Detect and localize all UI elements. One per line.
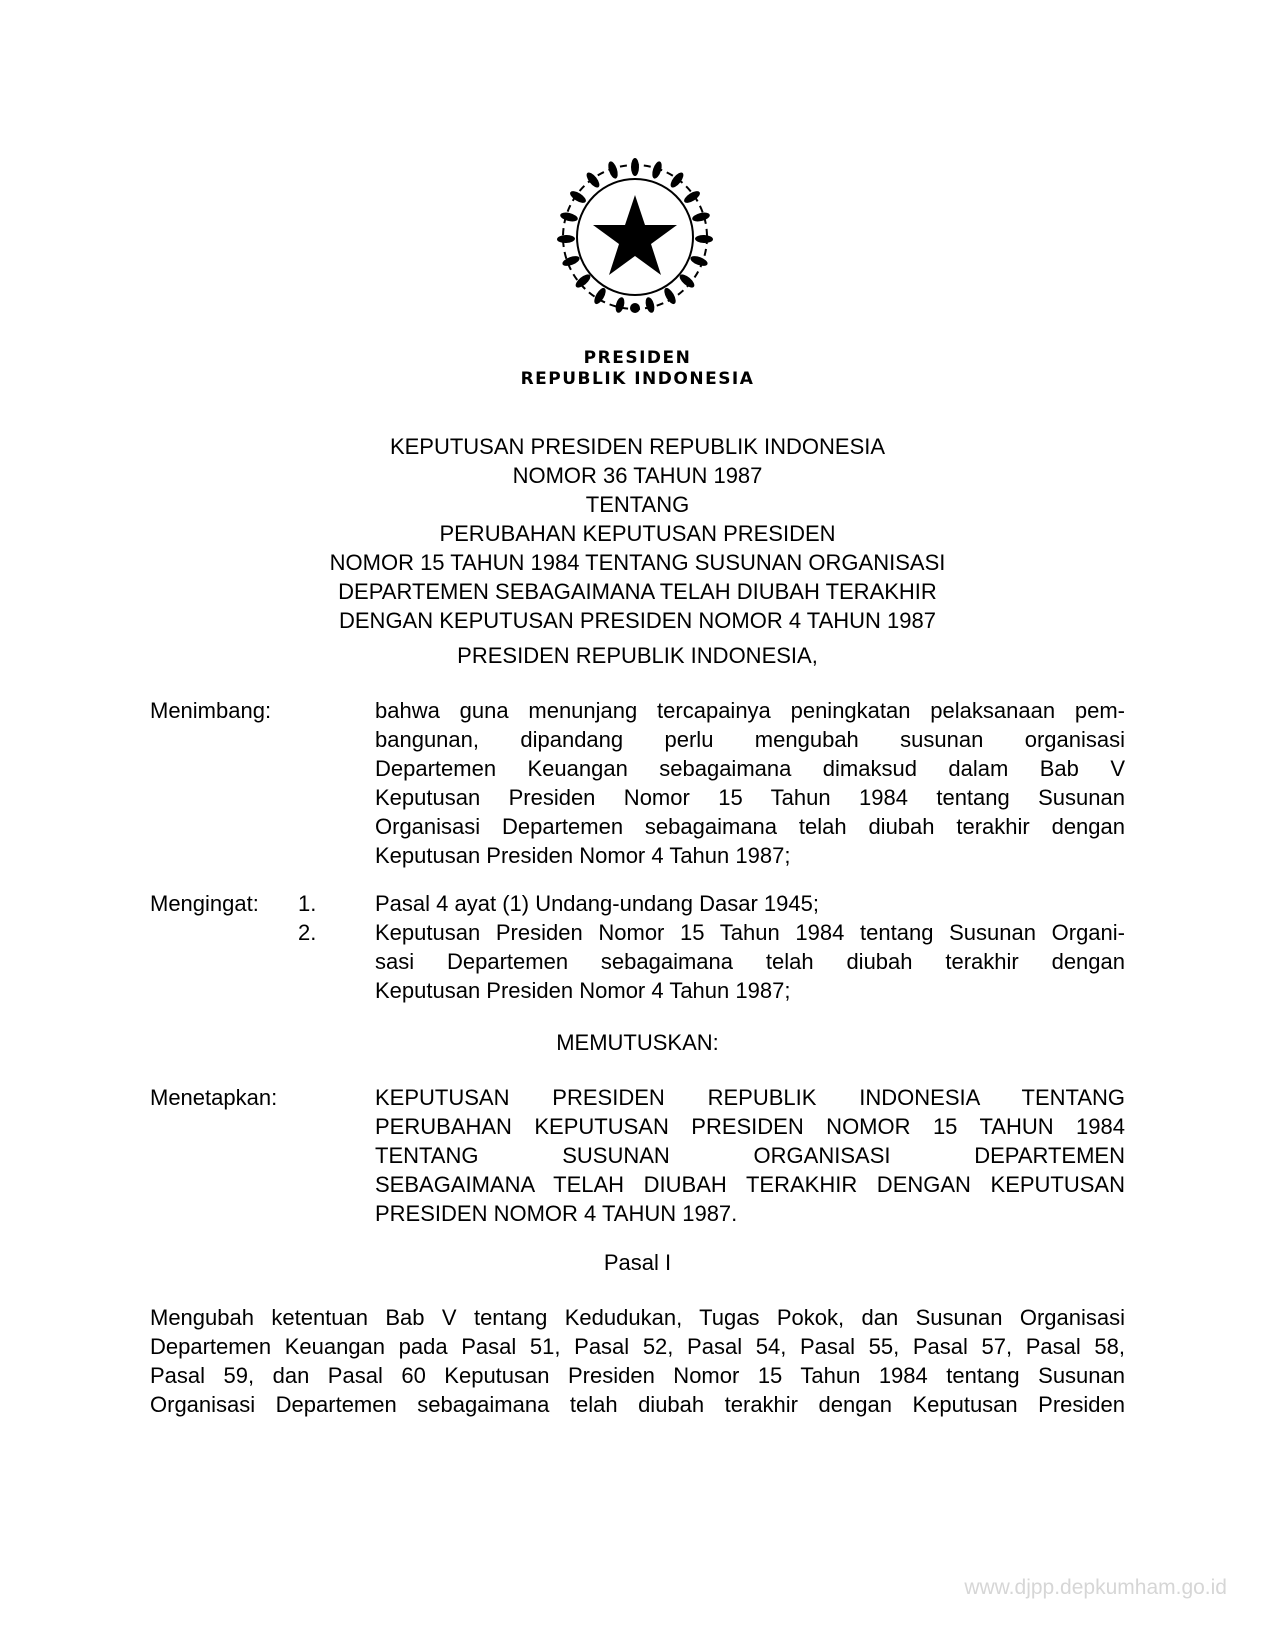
title-line: PERUBAHAN KEPUTUSAN PRESIDEN: [439, 521, 836, 546]
pasal-line: Departemen Keuangan pada Pasal 51, Pasal 52, Pasal 54, Pasal 55, Pasal 57, Pasal 58,: [150, 1334, 1125, 1359]
menetapkan-line: SEBAGAIMANA TELAH DIUBAH TERAKHIR DENGAN KEPUTUSAN: [375, 1172, 1125, 1197]
menetapkan-line: TENTANG SUSUNAN ORGANISASI DEPARTEMEN: [375, 1143, 1125, 1168]
title-line: NOMOR 15 TAHUN 1984 TENTANG SUSUNAN ORGANISASI: [329, 550, 946, 575]
mengingat-item: [375, 889, 1125, 918]
title-line: DEPARTEMEN SEBAGAIMANA TELAH DIUBAH TERAKHIR: [338, 579, 937, 604]
memutuskan-heading: MEMUTUSKAN:: [556, 1030, 719, 1055]
menimbang-text: [375, 696, 1125, 870]
menimbang-label: Menimbang:: [150, 698, 272, 723]
list-number: 2.: [298, 920, 317, 945]
mengingat-line: Keputusan Presiden Nomor 4 Tahun 1987;: [375, 978, 791, 1003]
issuer-subtitle: REPUBLIK INDONESIA: [520, 369, 755, 389]
pasal-heading: Pasal I: [603, 1250, 672, 1275]
title-line: NOMOR 36 TAHUN 1987: [512, 463, 763, 488]
mengingat-line: Pasal 4 ayat (1) Undang-undang Dasar 1945;: [375, 891, 819, 916]
title-line: KEPUTUSAN PRESIDEN REPUBLIK INDONESIA: [389, 434, 886, 459]
watermark: www.djpp.depkumham.go.id: [964, 1576, 1227, 1599]
pasal-line: Organisasi Departemen sebagaimana telah diubah terakhir dengan Keputusan Presiden: [150, 1392, 1125, 1417]
list-number: 1.: [298, 891, 317, 916]
menimbang-line: Keputusan Presiden Nomor 4 Tahun 1987;: [375, 843, 791, 868]
title-line: DENGAN KEPUTUSAN PRESIDEN NOMOR 4 TAHUN 1987: [339, 608, 936, 633]
pasal-line: Mengubah ketentuan Bab V tentang Kedudukan, Tugas Pokok, dan Susunan Organisasi: [150, 1305, 1125, 1330]
menetapkan-line: KEPUTUSAN PRESIDEN REPUBLIK INDONESIA TENTANG: [375, 1085, 1125, 1110]
mengingat-line: sasi Departemen sebagaimana telah diubah terakhir dengan: [375, 949, 1125, 974]
preamble: PRESIDEN REPUBLIK INDONESIA,: [457, 643, 818, 668]
menetapkan-text: [375, 1083, 1125, 1228]
decree-title: [200, 432, 1075, 635]
menetapkan-line: PRESIDEN NOMOR 4 TAHUN 1987.: [375, 1201, 738, 1226]
title-line: TENTANG: [585, 492, 690, 517]
mengingat-item: [375, 918, 1125, 1005]
menimbang-line: Keputusan Presiden Nomor 15 Tahun 1984 tentang Susunan: [375, 785, 1125, 810]
menimbang-line: bahwa guna menunjang tercapainya peningkatan pelaksanaan pem-: [375, 698, 1125, 723]
menetapkan-label: Menetapkan:: [150, 1085, 278, 1110]
presidential-seal-icon: [550, 155, 720, 325]
pasal-text: [150, 1303, 1125, 1419]
menimbang-line: Organisasi Departemen sebagaimana telah diubah terakhir dengan: [375, 814, 1125, 839]
menetapkan-line: PERUBAHAN KEPUTUSAN PRESIDEN NOMOR 15 TAHUN 1984: [375, 1114, 1125, 1139]
mengingat-line: Keputusan Presiden Nomor 15 Tahun 1984 tentang Susunan Organi-: [375, 920, 1125, 945]
pasal-line: Pasal 59, dan Pasal 60 Keputusan Presiden Nomor 15 Tahun 1984 tentang Susunan: [150, 1363, 1125, 1388]
issuer-title: PRESIDEN: [583, 348, 692, 368]
menimbang-line: Departemen Keuangan sebagaimana dimaksud dalam Bab V: [375, 756, 1125, 781]
mengingat-label: Mengingat:: [150, 891, 259, 916]
menimbang-line: bangunan, dipandang perlu mengubah susunan organisasi: [375, 727, 1125, 752]
